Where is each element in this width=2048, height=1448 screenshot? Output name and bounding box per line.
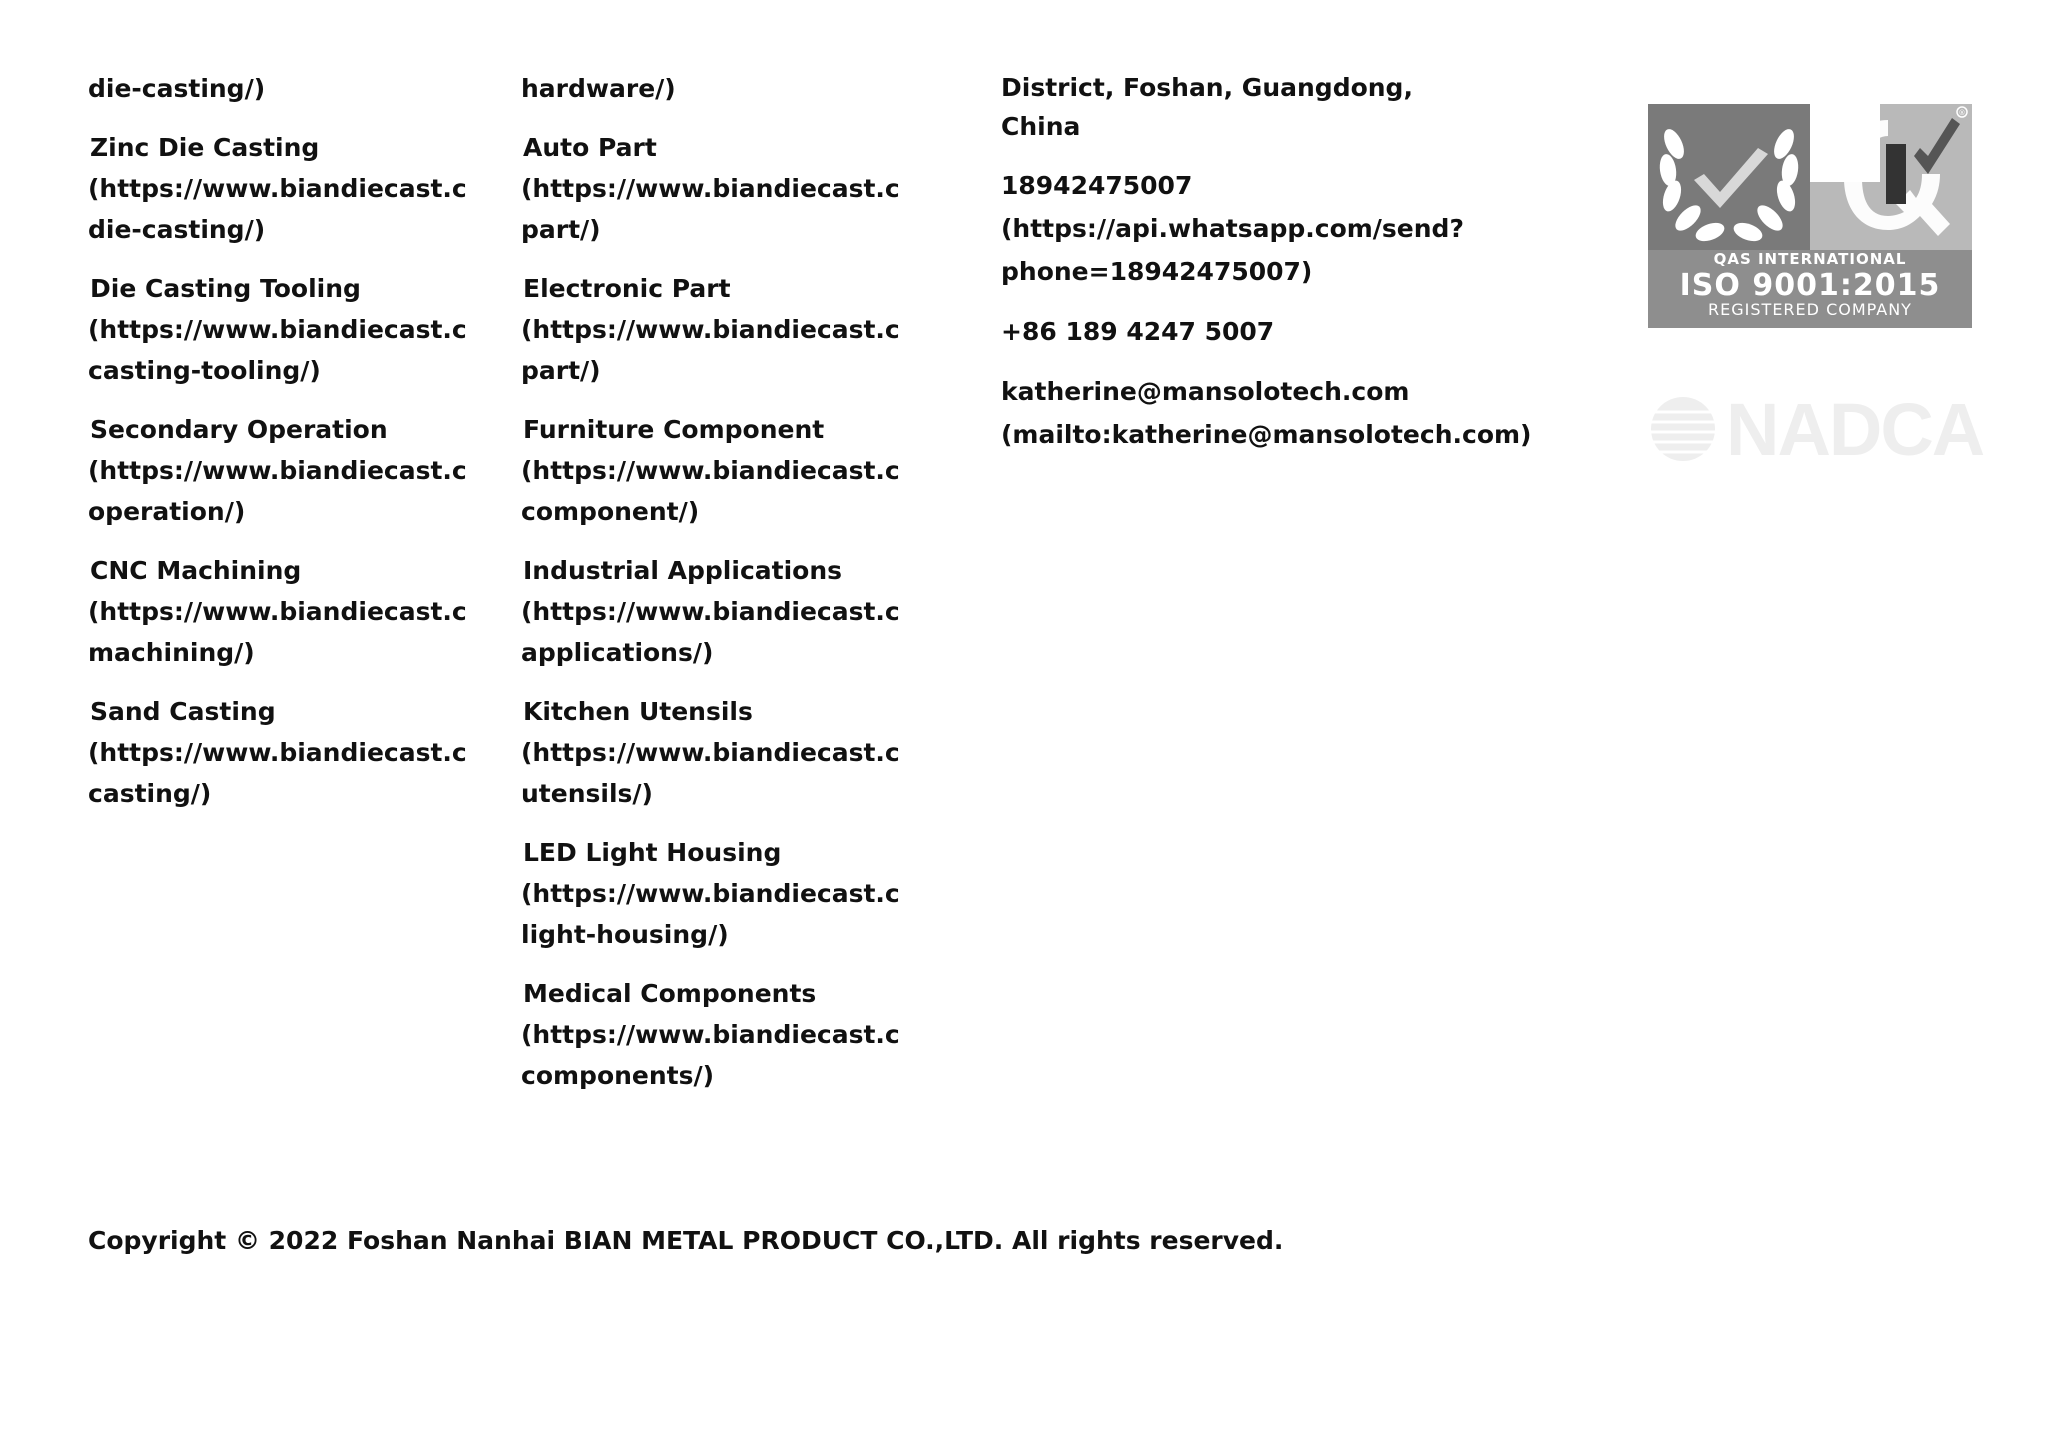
- iso-issuer: QAS INTERNATIONAL: [1713, 250, 1907, 268]
- application-link-furniture-component[interactable]: [521, 409, 900, 532]
- product-link-title: CNC Machining: [90, 556, 302, 585]
- nadca-logo: [1648, 388, 1984, 471]
- copyright-notice: Copyright © 2022 Foshan Nanhai BIAN METAL PRODUCT CO.,LTD. All rights reserved.: [88, 1226, 1284, 1255]
- product-link-title: Sand Casting: [90, 697, 276, 726]
- application-link-kitchen-utensils[interactable]: [521, 691, 900, 814]
- whatsapp-link[interactable]: [1001, 164, 1561, 293]
- nadca-globe-icon: [1648, 394, 1718, 464]
- applications-lead-fragment[interactable]: hardware/): [521, 74, 676, 103]
- application-link-url: (https://www.biandiecast.c: [521, 1020, 900, 1049]
- product-link-secondary-operation[interactable]: [88, 409, 467, 532]
- application-link-url-tail: applications/): [521, 638, 714, 667]
- application-link-title: Kitchen Utensils: [523, 697, 753, 726]
- product-link-url-tail: casting/): [88, 779, 212, 808]
- application-link-title: Auto Part: [523, 133, 657, 162]
- phone-link[interactable]: [1001, 311, 1561, 352]
- applications-column: [521, 68, 900, 1114]
- product-link-die-casting-tooling[interactable]: [88, 268, 467, 391]
- product-link-url: (https://www.biandiecast.c: [88, 597, 467, 626]
- email-address: katherine@mansolotech.com: [1001, 377, 1410, 406]
- application-link-title: Furniture Component: [523, 415, 825, 444]
- products-column: [88, 68, 467, 832]
- email-mailto: (mailto:katherine@mansolotech.com): [1001, 420, 1532, 449]
- iso-registration: REGISTERED COMPANY: [1708, 300, 1912, 319]
- whatsapp-number: 18942475007: [1001, 171, 1193, 200]
- application-link-url-tail: light-housing/): [521, 920, 729, 949]
- application-link-title: Electronic Part: [523, 274, 731, 303]
- address: [1001, 68, 1561, 146]
- application-link-led-light-housing[interactable]: [521, 832, 900, 955]
- application-link-auto-part[interactable]: [521, 127, 900, 250]
- products-lead-fragment[interactable]: die-casting/): [88, 74, 266, 103]
- laurel-check-icon: [1648, 104, 1810, 250]
- address-line-2: China: [1001, 112, 1081, 141]
- application-link-url-tail: part/): [521, 356, 601, 385]
- application-link-url: (https://www.biandiecast.c: [521, 879, 900, 908]
- registered-mark: ®: [1958, 109, 1966, 117]
- product-link-title: Die Casting Tooling: [90, 274, 361, 303]
- phone-number: +86 189 4247 5007: [1001, 317, 1275, 346]
- application-link-title: LED Light Housing: [523, 838, 782, 867]
- application-link-url-tail: components/): [521, 1061, 715, 1090]
- application-link-title: Industrial Applications: [523, 556, 843, 585]
- product-link-url-tail: die-casting/): [88, 215, 266, 244]
- product-link-url: (https://www.biandiecast.c: [88, 174, 467, 203]
- product-link-url: (https://www.biandiecast.c: [88, 315, 467, 344]
- email-link[interactable]: [1001, 370, 1561, 456]
- application-link-url: (https://www.biandiecast.c: [521, 174, 900, 203]
- address-line-1: District, Foshan, Guangdong,: [1001, 73, 1413, 102]
- nadca-wordmark: NADCA: [1726, 388, 1984, 471]
- whatsapp-url-line-2: phone=18942475007): [1001, 257, 1313, 286]
- application-link-url-tail: utensils/): [521, 779, 653, 808]
- application-link-url-tail: part/): [521, 215, 601, 244]
- product-link-url-tail: machining/): [88, 638, 255, 667]
- application-link-electronic-part[interactable]: [521, 268, 900, 391]
- iso-certification-badge: [1648, 104, 1972, 328]
- contact-column: [1001, 68, 1561, 474]
- product-link-url-tail: casting-tooling/): [88, 356, 321, 385]
- product-link-cnc-machining[interactable]: [88, 550, 467, 673]
- application-link-url: (https://www.biandiecast.c: [521, 738, 900, 767]
- application-link-url: (https://www.biandiecast.c: [521, 315, 900, 344]
- product-link-title: Zinc Die Casting: [90, 133, 320, 162]
- application-link-medical-components[interactable]: [521, 973, 900, 1096]
- q-logo-pane: [1810, 104, 1972, 250]
- application-link-url-tail: component/): [521, 497, 700, 526]
- application-link-url: (https://www.biandiecast.c: [521, 456, 900, 485]
- product-link-zinc-die-casting[interactable]: [88, 127, 467, 250]
- application-link-url: (https://www.biandiecast.c: [521, 597, 900, 626]
- laurel-pane: [1648, 104, 1810, 250]
- whatsapp-url-line-1: (https://api.whatsapp.com/send?: [1001, 214, 1464, 243]
- product-link-url: (https://www.biandiecast.c: [88, 738, 467, 767]
- application-link-industrial-applications[interactable]: [521, 550, 900, 673]
- application-link-title: Medical Components: [523, 979, 817, 1008]
- iso-standard: ISO 9001:2015: [1679, 268, 1941, 303]
- product-link-title: Secondary Operation: [90, 415, 388, 444]
- product-link-sand-casting[interactable]: [88, 691, 467, 814]
- product-link-url: (https://www.biandiecast.c: [88, 456, 467, 485]
- product-link-url-tail: operation/): [88, 497, 246, 526]
- q-check-icon: [1810, 104, 1972, 250]
